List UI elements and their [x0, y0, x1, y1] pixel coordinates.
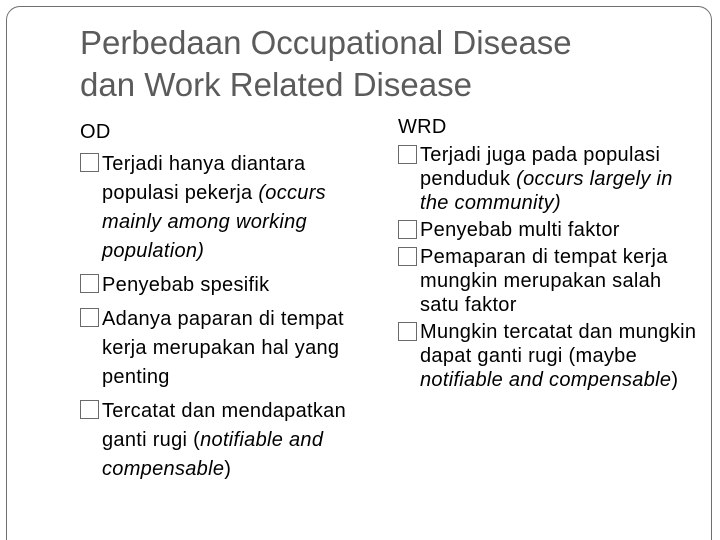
square-bullet-icon: [398, 145, 417, 164]
title-line-2: dan Work Related Disease: [80, 66, 472, 103]
od-item-1-italic: (occurs mainly among working population): [102, 182, 326, 262]
wrd-item-4-text: Mungkin tercatat dan mungkin dapat ganti rugi (maybe: [420, 321, 697, 367]
square-bullet-icon: [80, 274, 99, 293]
square-bullet-icon: [80, 153, 99, 172]
square-bullet-icon: [398, 247, 417, 266]
wrd-heading: WRD: [398, 116, 447, 138]
slide-title: [80, 22, 700, 106]
wrd-column: [398, 115, 698, 395]
od-item-1-text: Terjadi hanya diantara populasi pekerja: [102, 153, 306, 204]
wrd-item-1-italic: (occurs largely in the community): [420, 168, 673, 214]
wrd-item-2-text: Penyebab multi faktor: [420, 219, 620, 241]
od-heading: OD: [80, 121, 111, 143]
od-item-3: [80, 305, 365, 392]
wrd-item-4-italic: notifiable and compensable: [420, 369, 672, 391]
wrd-item-1-text: Terjadi juga pada populasi penduduk: [420, 144, 661, 190]
od-item-4-text: Tercatat dan mendapatkan ganti rugi (: [102, 400, 347, 451]
od-item-2: [80, 271, 365, 300]
wrd-item-4-after: ): [671, 369, 679, 391]
od-item-4-after: ): [224, 458, 232, 480]
wrd-item-4: [398, 320, 698, 392]
od-item-1: [80, 150, 365, 266]
square-bullet-icon: [80, 308, 99, 327]
wrd-item-3-text: Pemaparan di tempat kerja mungkin merupakan salah satu faktor: [420, 246, 668, 316]
wrd-item-3: [398, 245, 698, 317]
od-item-4: [80, 397, 365, 484]
wrd-item-2: [398, 218, 698, 242]
square-bullet-icon: [398, 220, 417, 239]
od-item-2-text: Penyebab spesifik: [102, 274, 270, 296]
wrd-item-1: [398, 143, 698, 215]
title-line-1: Perbedaan Occupational Disease: [80, 24, 572, 61]
od-column: [80, 118, 365, 489]
square-bullet-icon: [80, 400, 99, 419]
square-bullet-icon: [398, 322, 417, 341]
od-item-4-italic: notifiable and compensable: [102, 429, 324, 480]
od-item-3-text: Adanya paparan di tempat kerja merupakan hal yang penting: [102, 308, 344, 388]
